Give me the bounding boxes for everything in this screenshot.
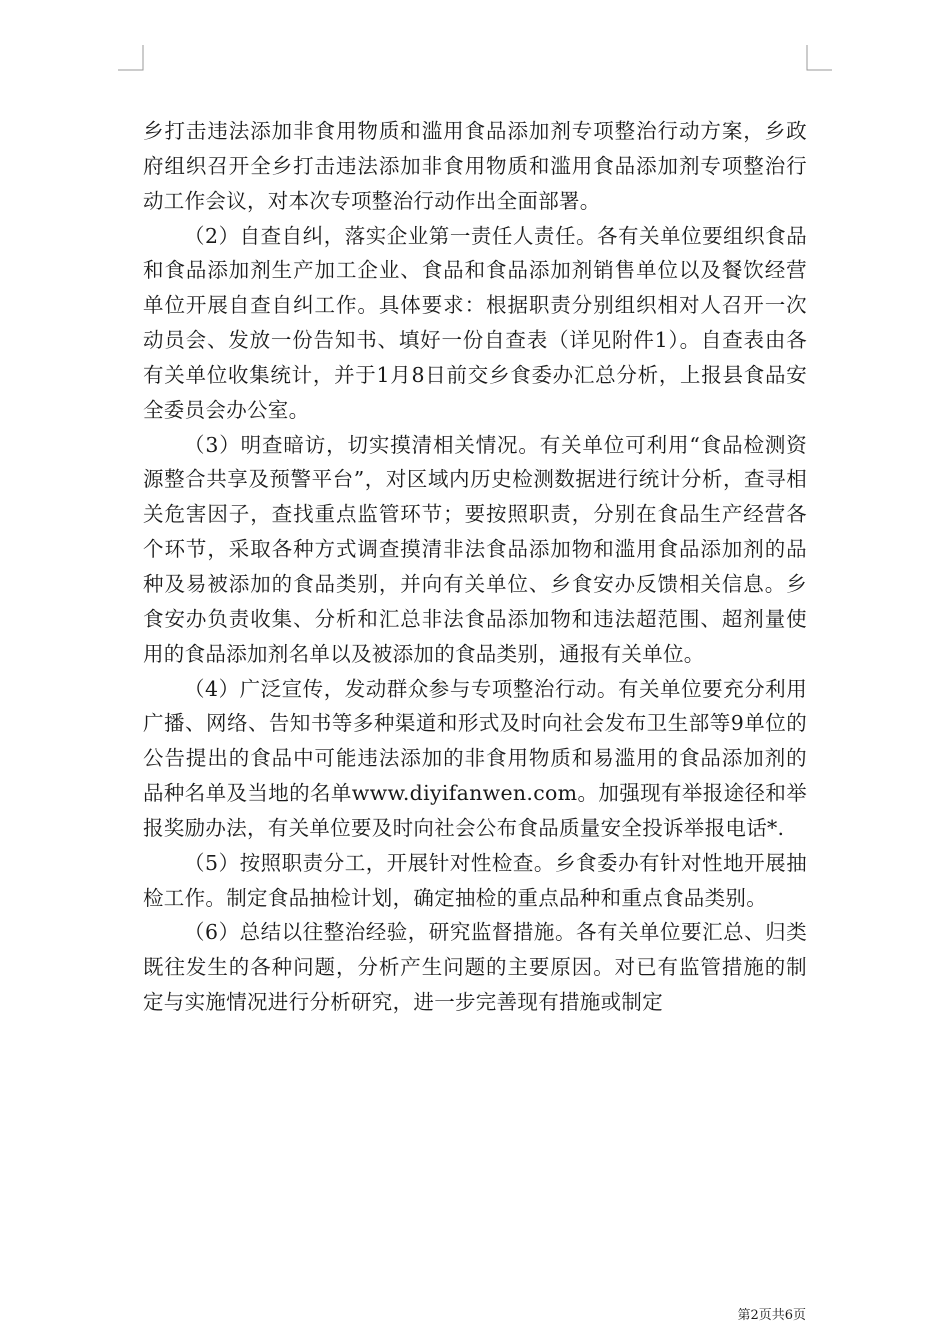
page-number-footer: 第2页共6页 — [737, 1308, 806, 1323]
corner-mark-top-right — [807, 45, 832, 70]
corner-mark-top-left — [118, 45, 143, 70]
paragraph-targeted-inspection: （5）按照职责分工，开展针对性检查。乡食委办有针对性地开展抽检工作。制定食品抽检计划，确定抽检的重点品种和重点食品类别。 — [143, 850, 807, 910]
paragraph-continuation: 乡打击违法添加非食用物质和滥用食品添加剂专项整治行动方案，乡政府组织召开全乡打击违法添加非食用物质和滥用食品添加剂专项整治行动工作会议，对本次专项整治行动作出全面部署。 — [143, 119, 807, 213]
paragraph-investigation: （3）明查暗访，切实摸清相关情况。有关单位可利用“食品检测资源整合共享及预警平台”，对区域内历史检测数据进行统计分析，查寻相关危害因子，查找重点监管环节；要按照职责，分别在食品生产经营各个环节，采取各种方式调查摸清非法食品添加物和滥用食品添加剂的品种及易被添加的食品类别，并向有关单位、乡食安办反馈相关信息。乡食安办负责收集、分析和汇总非法食品添加物和违法超范围、超剂量使用的食品添加剂名单以及被添加的食品类别，通报有关单位。 — [143, 432, 807, 666]
paragraph-self-inspection: （2）自查自纠，落实企业第一责任人责任。各有关单位要组织食品和食品添加剂生产加工企业、食品和食品添加剂销售单位以及餐饮经营单位开展自查自纠工作。具体要求：根据职责分别组织相对人召开一次动员会、发放一份告知书、填好一份自查表（详见附件1）。自查表由各有关单位收集统计，并于1月8日前交乡食委办汇总分析，上报县食品安全委员会办公室。 — [143, 223, 807, 422]
paragraph-publicity: （4）广泛宣传，发动群众参与专项整治行动。有关单位要充分利用广播、网络、告知书等多种渠道和形式及时向社会发布卫生部等9单位的公告提出的食品中可能违法添加的非食用物质和易滥用的食品添加剂的品种名单及当地的名单www.diyifanwen.com。加强现有举报途径和举报奖励办法，有关单位要及时向社会公布食品质量安全投诉举报电话*. — [143, 676, 807, 840]
body-text — [143, 114, 807, 1020]
paragraph-summary: （6）总结以往整治经验，研究监督措施。各有关单位要汇总、归类既往发生的各种问题，分析产生问题的主要原因。对已有监管措施的制定与实施情况进行分析研究，进一步完善现有措施或制定 — [143, 920, 807, 1015]
